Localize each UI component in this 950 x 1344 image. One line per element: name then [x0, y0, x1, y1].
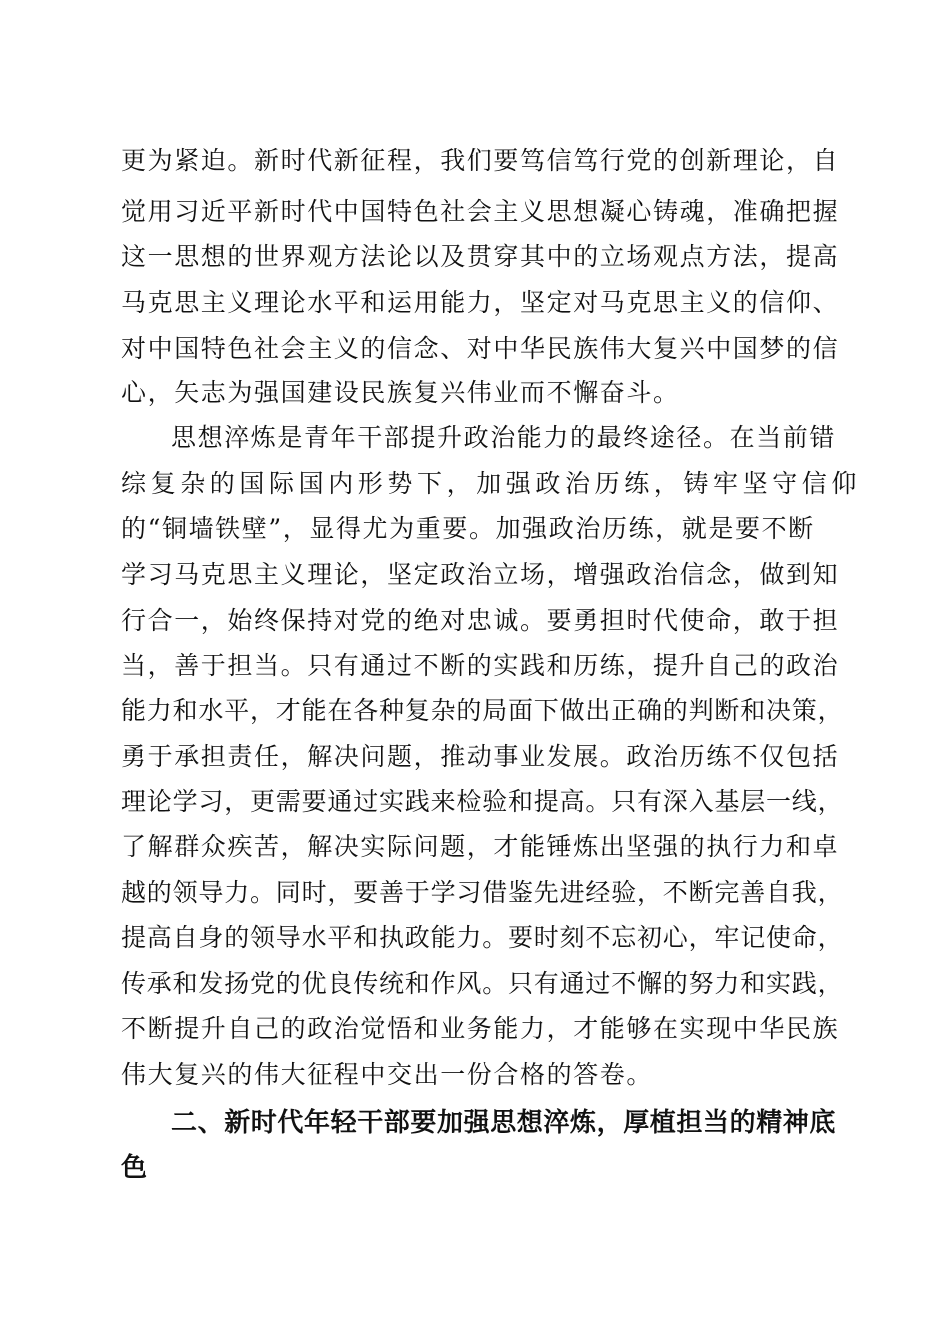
text-line: 伟大复兴的伟大征程中交出一份合格的答卷。	[121, 1060, 654, 1089]
paragraph-2-line	[0, 466, 950, 502]
text-line: 理论学习，更需要通过实践来检验和提高。只有深入基层一线，	[121, 787, 844, 816]
paragraph-2-line	[0, 648, 950, 684]
text-line: 的“铜墙铁壁”，显得尤为重要。加强政治历练，就是要不断	[121, 514, 815, 543]
text-line: 更为紧迫。新时代新征程，我们要笃信笃行党的创新理论，自	[121, 146, 840, 175]
text-line: 思想淬炼是青年干部提升政治能力的最终途径。在当前错	[171, 423, 837, 452]
paragraph-1-line	[0, 375, 950, 411]
text-line: 不断提升自己的政治觉悟和业务能力，才能够在实现中华民族	[121, 1014, 840, 1043]
paragraph-1-line	[0, 239, 950, 275]
text-line: 当，善于担当。只有通过不断的实践和历练，提升自己的政治	[121, 651, 840, 680]
paragraph-2-line	[0, 511, 950, 547]
text-line: 对中国特色社会主义的信念、对中华民族伟大复兴中国梦的信	[121, 334, 840, 363]
paragraph-2-line	[0, 875, 950, 911]
paragraph-1-line	[0, 143, 950, 179]
paragraph-2-line	[0, 420, 950, 456]
paragraph-1-line	[0, 331, 950, 367]
section-heading-line	[0, 1105, 950, 1141]
paragraph-1-line	[0, 194, 950, 230]
paragraph-2-line	[0, 829, 950, 865]
section-heading-line	[0, 1150, 950, 1186]
paragraph-2-line	[0, 1057, 950, 1093]
paragraph-2-line	[0, 693, 950, 729]
text-line: 心，矢志为强国建设民族复兴伟业而不懈奋斗。	[121, 378, 680, 407]
text-line: 传承和发扬党的优良传统和作风。只有通过不懈的努力和实践，	[121, 969, 844, 998]
text-line: 这一思想的世界观方法论以及贯穿其中的立场观点方法，提高	[121, 242, 840, 271]
text-line: 越的领导力。同时，要善于学习借鉴先进经验，不断完善自我，	[121, 878, 844, 907]
text-line: 能力和水平，才能在各种复杂的局面下做出正确的判断和决策，	[121, 696, 844, 725]
text-line: 勇于承担责任，解决问题，推动事业发展。政治历练不仅包括	[121, 742, 840, 771]
text-line: 马克思主义理论水平和运用能力，坚定对马克思主义的信仰、	[121, 288, 840, 317]
paragraph-2-line	[0, 966, 950, 1002]
text-line: 觉用习近平新时代中国特色社会主义思想凝心铸魂，准确把握	[121, 197, 840, 226]
paragraph-1-line	[0, 285, 950, 321]
paragraph-2-line	[0, 557, 950, 593]
text-line: 了解群众疾苦，解决实际问题，才能锤炼出坚强的执行力和卓	[121, 832, 840, 861]
text-line: 学习马克思主义理论，坚定政治立场，增强政治信念，做到知	[121, 560, 840, 589]
paragraph-2-line	[0, 920, 950, 956]
paragraph-2-line	[0, 1011, 950, 1047]
paragraph-2-line	[0, 739, 950, 775]
text-line: 行合一，始终保持对党的绝对忠诚。要勇担时代使命，敢于担	[121, 606, 840, 635]
paragraph-2-line	[0, 784, 950, 820]
section-heading-text: 二、新时代年轻干部要加强思想淬炼，厚植担当的精神底	[171, 1108, 837, 1138]
text-line: 提高自身的领导水平和执政能力。要时刻不忘初心，牢记使命，	[121, 923, 844, 952]
paragraph-2-line	[0, 603, 950, 639]
text-line: 综复杂的国际国内形势下，加强政治历练，铸牢坚守信仰	[121, 469, 862, 498]
section-heading-text: 色	[121, 1153, 148, 1183]
